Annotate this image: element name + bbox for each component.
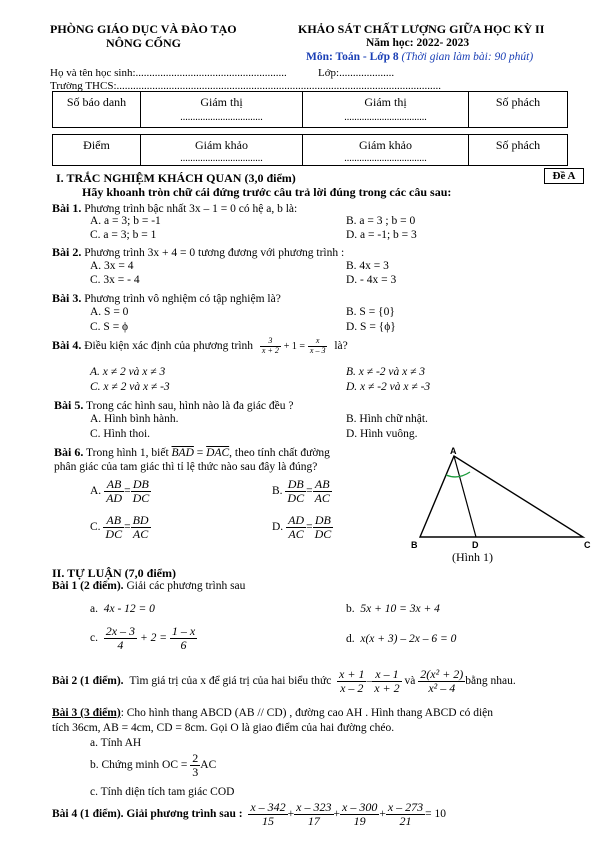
q3-text: Phương trình vô nghiệm có tập nghiệm là? xyxy=(84,293,281,305)
b3-part-a: a. Tính AH xyxy=(90,737,142,749)
q6-a-n2: DB xyxy=(131,478,152,492)
q6-a-d2: DC xyxy=(132,491,150,506)
q6-a-frac-1 xyxy=(104,478,124,505)
q4-tail: là? xyxy=(334,339,348,352)
cell-proctor-2 xyxy=(303,92,469,128)
question-2 xyxy=(52,245,344,261)
q5-label: Bài 5. xyxy=(54,398,84,412)
b3b-fraction xyxy=(190,752,200,779)
q3-option-d[interactable]: D. S = {ϕ} xyxy=(346,321,396,333)
b3b-suffix: AC xyxy=(200,758,217,771)
grader-1-label: Giám khảo xyxy=(195,138,248,152)
cell-score: Điểm xyxy=(53,135,141,166)
subject-line xyxy=(306,51,533,65)
q6-c-n1: AB xyxy=(103,514,124,528)
q6-d-frac-1 xyxy=(286,514,306,541)
b2-frac-1 xyxy=(337,668,366,695)
b1c-d1: 4 xyxy=(117,638,124,653)
q2-option-c[interactable]: C. 3x = - 4 xyxy=(90,274,140,286)
q4-fraction-1 xyxy=(260,337,281,356)
b2-frac-3 xyxy=(418,668,465,695)
grader-table xyxy=(52,134,568,166)
grader-2-label: Giám khảo xyxy=(359,138,412,152)
q6-c-d1: DC xyxy=(105,527,123,542)
q3-option-a[interactable]: A. S = 0 xyxy=(90,306,129,318)
vertex-c: C xyxy=(584,540,591,550)
student-name-field: Họ và tên học sinh:....................................................... xyxy=(50,67,287,79)
q6-option-c[interactable]: C. $\frac{AB}{DC}$ = $\frac{BD}{AC}$ xyxy=(90,513,149,542)
q6-option-b[interactable]: B. $\frac{DB}{DC}$ = $\frac{AB}{AC}$ xyxy=(272,477,330,506)
b1c-frac-2 xyxy=(170,625,197,652)
q4-fraction-2 xyxy=(308,337,328,356)
b4-f1d: 15 xyxy=(262,814,274,829)
part2-bai4 xyxy=(52,801,446,828)
q5-option-a[interactable]: A. Hình bình hành. xyxy=(90,413,179,425)
b1a-label: a. xyxy=(90,603,98,615)
cell-candidate-number: Số báo danh xyxy=(53,92,141,128)
proctor-1-label: Giám thị xyxy=(200,95,243,109)
q1-option-a[interactable]: A. a = 3; b = -1 xyxy=(90,215,161,227)
part1-title: I. TRẮC NGHIỆM KHÁCH QUAN (3,0 điểm) xyxy=(56,171,296,185)
figure-caption: (Hình 1) xyxy=(452,550,493,564)
b3-text-1: : Cho hình thang ABCD (AB // CD) , đường cao AH . Hình thang ABCD có diện xyxy=(120,707,494,719)
q4-option-c[interactable]: C. x ≠ 2 và x ≠ -3 xyxy=(90,381,170,393)
b3-part-b xyxy=(90,752,216,779)
q3-option-b[interactable]: B. S = {0} xyxy=(346,306,395,318)
b4-frac-3 xyxy=(340,801,379,828)
q3-label: Bài 3. xyxy=(52,291,82,305)
b2-label: Bài 2 (1 điểm). xyxy=(52,674,124,687)
b4-frac-4 xyxy=(386,801,425,828)
b1c-d2: 6 xyxy=(180,638,187,653)
b1c-middle: + 2 = xyxy=(139,631,167,644)
b1-part-a xyxy=(90,603,155,617)
q6-a-letter: A. xyxy=(90,484,102,497)
proctor-2-label: Giám thị xyxy=(364,95,407,109)
q4-label: Bài 4. xyxy=(52,337,82,352)
q5-option-d[interactable]: D. Hình vuông. xyxy=(346,428,418,440)
q6-option-a[interactable]: A. $\frac{AB}{AD}$ = $\frac{DB}{DC}$ xyxy=(90,477,150,506)
proctor-2-dots: ................................. xyxy=(344,112,427,124)
q6-d-n2: DB xyxy=(313,514,334,528)
b1c-n2: 1 – x xyxy=(171,624,196,638)
b1c-frac-1 xyxy=(104,625,137,652)
b4-label: Bài 4 (1 điểm). Giải phương trình sau : xyxy=(52,807,243,820)
b2-f2n: x – 1 xyxy=(372,668,401,682)
q6-option-d[interactable]: D. $\frac{AD}{AC}$ = $\frac{DB}{DC}$ xyxy=(272,513,332,542)
q5-text: Trong các hình sau, hình nào là đa giác đều ? xyxy=(86,400,294,412)
q6-b-frac-1 xyxy=(285,478,306,505)
q2-text: Phương trình 3x + 4 = 0 tương đương với phương trình : xyxy=(84,247,345,259)
angle-bad: $\overline{BAD}$ xyxy=(171,447,194,459)
q6-equals: = xyxy=(196,447,204,459)
cell-grader-2 xyxy=(303,135,469,166)
b1d-label: d. xyxy=(346,633,355,645)
q6-a-n1: AB xyxy=(104,478,124,492)
b2-f1d: x – 2 xyxy=(340,681,364,696)
q5-option-c[interactable]: C. Hình thoi. xyxy=(90,428,151,440)
angle-dac: $\overline{DAC}$ xyxy=(206,447,230,459)
q6-b-n2: AB xyxy=(313,478,332,492)
part2-bai1 xyxy=(52,580,245,594)
q6-c-frac-2 xyxy=(131,514,151,541)
cell-secret-code-2: Số phách xyxy=(469,135,568,166)
part2-bai2 xyxy=(52,668,516,695)
q6-a-frac-2 xyxy=(131,478,152,505)
q6-b-d1: DC xyxy=(287,491,305,506)
b1a-equation: 4x - 12 = 0 xyxy=(103,603,155,615)
b4-f1n: x – 342 xyxy=(250,800,286,814)
vertex-a: A xyxy=(450,446,457,456)
time-limit: (Thời gian làm bài: 90 phút) xyxy=(401,51,534,63)
b3b-n: 2 xyxy=(192,751,199,765)
question-5 xyxy=(54,398,294,414)
b1-part-b xyxy=(346,603,440,617)
b1-text: Giải các phương trình sau xyxy=(126,580,246,592)
b3-label: Bài 3 (3 điểm) xyxy=(52,707,121,719)
q4-f2-numerator: x xyxy=(308,337,328,347)
q6-b-n1: DB xyxy=(285,478,306,492)
q6-line-2: phân giác của tam giác thì tỉ lệ thức nào sau đây là đúng? xyxy=(54,461,318,473)
q4-option-b[interactable]: B. x ≠ -2 và x ≠ 3 xyxy=(346,366,426,378)
q1-label: Bài 1. xyxy=(52,201,82,215)
q6-c-n2: BD xyxy=(132,513,149,527)
b4-f4n: x – 273 xyxy=(387,800,424,814)
b4-frac-1 xyxy=(248,801,287,828)
q6-d-letter: D. xyxy=(272,520,284,533)
q6-b-d2: AC xyxy=(314,491,330,506)
b2-f2d: x + 2 xyxy=(374,681,400,696)
q5-option-b[interactable]: B. Hình chữ nhật. xyxy=(346,413,428,425)
b3b-d: 3 xyxy=(192,765,199,780)
b2-f3n: 2(x² + 2) xyxy=(420,667,464,681)
b1b-label: b. xyxy=(346,603,355,615)
q6-c-d2: AC xyxy=(132,527,149,542)
b2-minus: – xyxy=(366,674,373,687)
q6-b-frac-2 xyxy=(313,478,332,505)
q2-option-a[interactable]: A. 3x = 4 xyxy=(90,260,134,272)
part1-instruction: Hãy khoanh tròn chữ cái đứng trước câu trả lời đúng trong các câu sau: xyxy=(82,185,452,199)
q6-c-letter: C. xyxy=(90,520,101,533)
q1-option-c[interactable]: C. a = 3; b = 1 xyxy=(90,229,157,241)
q6-d-d1: AC xyxy=(288,527,304,542)
b1b-equation: 5x + 10 = 3x + 4 xyxy=(360,603,440,615)
grader-2-dots: ................................. xyxy=(344,153,427,165)
cell-proctor-1 xyxy=(141,92,303,128)
q4-option-d[interactable]: D. x ≠ -2 và x ≠ -3 xyxy=(346,381,431,393)
q2-label: Bài 2. xyxy=(52,245,82,259)
q6-d-n1: AD xyxy=(288,513,305,527)
cell-grader-1 xyxy=(141,135,303,166)
part2-title: II. TỰ LUẬN (7,0 điểm) xyxy=(52,566,177,580)
exam-title: KHẢO SÁT CHẤT LƯỢNG GIỮA HỌC KỲ II xyxy=(298,22,545,36)
b2-f1n: x + 1 xyxy=(339,667,365,681)
b4-f2n: x – 323 xyxy=(296,800,332,814)
b4-f3n: x – 300 xyxy=(342,800,378,814)
q6-text-1: Trong hình 1, biết xyxy=(86,447,169,459)
department-name: PHÒNG GIÁO DỤC VÀ ĐÀO TẠO xyxy=(50,22,237,36)
q4-text: Điều kiện xác định của phương trình xyxy=(84,339,254,352)
q4-f1-denominator: x + 2 xyxy=(261,345,279,355)
q6-d-d2: DC xyxy=(314,527,332,542)
b4-plus-1: + xyxy=(287,807,295,820)
b1-label: Bài 1 (2 điểm). xyxy=(52,580,124,592)
b4-f4d: 21 xyxy=(399,814,412,829)
q4-f2-denominator: x – 3 xyxy=(309,345,326,355)
q6-label: Bài 6. xyxy=(54,445,84,459)
b4-plus-3: + xyxy=(379,807,386,820)
grader-1-dots: ................................. xyxy=(180,153,263,165)
question-6 xyxy=(54,445,330,461)
q2-option-d[interactable]: D. - 4x = 3 xyxy=(346,274,397,286)
q4-middle: + 1 = xyxy=(283,340,306,352)
q1-option-d[interactable]: D. a = -1; b = 3 xyxy=(346,229,417,241)
b1-part-d xyxy=(346,633,456,647)
q2-option-b[interactable]: B. 4x = 3 xyxy=(346,260,389,272)
q6-c-frac-1 xyxy=(103,514,124,541)
b1d-equation: x(x + 3) – 2x – 6 = 0 xyxy=(360,633,457,645)
b3-part-c: c. Tính diện tích tam giác COD xyxy=(90,786,235,798)
b4-f3d: 19 xyxy=(353,814,366,829)
b4-f2d: 17 xyxy=(307,814,320,829)
b4-frac-2 xyxy=(294,801,333,828)
q6-a-d1: AD xyxy=(106,491,123,506)
q6-text-2: , theo tính chất đường xyxy=(229,447,330,459)
q1-text: Phương trình bậc nhất 3x – 1 = 0 có hệ a, b là: xyxy=(84,203,298,215)
district-name: NÔNG CỐNG xyxy=(106,36,181,50)
b2-frac-2 xyxy=(372,668,401,695)
b1c-label: c. xyxy=(90,631,98,644)
q3-option-c[interactable]: C. S = ϕ xyxy=(90,321,129,333)
exam-code-box: Đề A xyxy=(544,168,584,184)
proctor-table xyxy=(52,91,568,128)
q6-b-letter: B. xyxy=(272,484,283,497)
vertex-b: B xyxy=(411,540,418,550)
q6-d-frac-2 xyxy=(313,514,334,541)
triangle-figure xyxy=(408,444,593,564)
b4-equals: = 10 xyxy=(425,807,447,820)
question-4 xyxy=(52,337,348,356)
school-year: Năm học: 2022- 2023 xyxy=(366,37,470,49)
question-1 xyxy=(52,201,297,217)
b4-plus-2: + xyxy=(333,807,340,820)
part2-bai3 xyxy=(52,707,493,721)
school-field: Trường THCS:...................................................................................................................... xyxy=(50,80,441,92)
b3b-prefix: b. Chứng minh OC = xyxy=(90,758,188,771)
triangle-abc xyxy=(420,456,583,537)
question-3 xyxy=(52,291,281,307)
b2-tail: bằng nhau. xyxy=(465,674,516,687)
b2-f3d: x² – 4 xyxy=(428,681,456,696)
subject: Môn: Toán - Lớp 8 xyxy=(306,51,399,63)
q4-option-a[interactable]: A. x ≠ 2 và x ≠ 3 xyxy=(90,366,166,378)
vertex-d: D xyxy=(472,540,479,550)
b2-text: Tìm giá trị của x để giá trị của hai biểu thức xyxy=(129,674,332,687)
b1-part-c xyxy=(90,625,197,652)
q4-f1-numerator: 3 xyxy=(260,337,281,347)
class-field: Lớp:.................... xyxy=(318,67,395,79)
b3-text-2: tích 36cm, AB = 4cm, CD = 8cm. Gọi O là giao điểm của hai đường chéo. xyxy=(52,722,395,734)
b1c-n1: 2x – 3 xyxy=(105,624,136,638)
proctor-1-dots: ................................. xyxy=(180,112,263,124)
b2-and: và xyxy=(404,674,416,687)
q1-option-b[interactable]: B. a = 3 ; b = 0 xyxy=(346,215,416,227)
cell-secret-code-1: Số phách xyxy=(469,92,568,128)
